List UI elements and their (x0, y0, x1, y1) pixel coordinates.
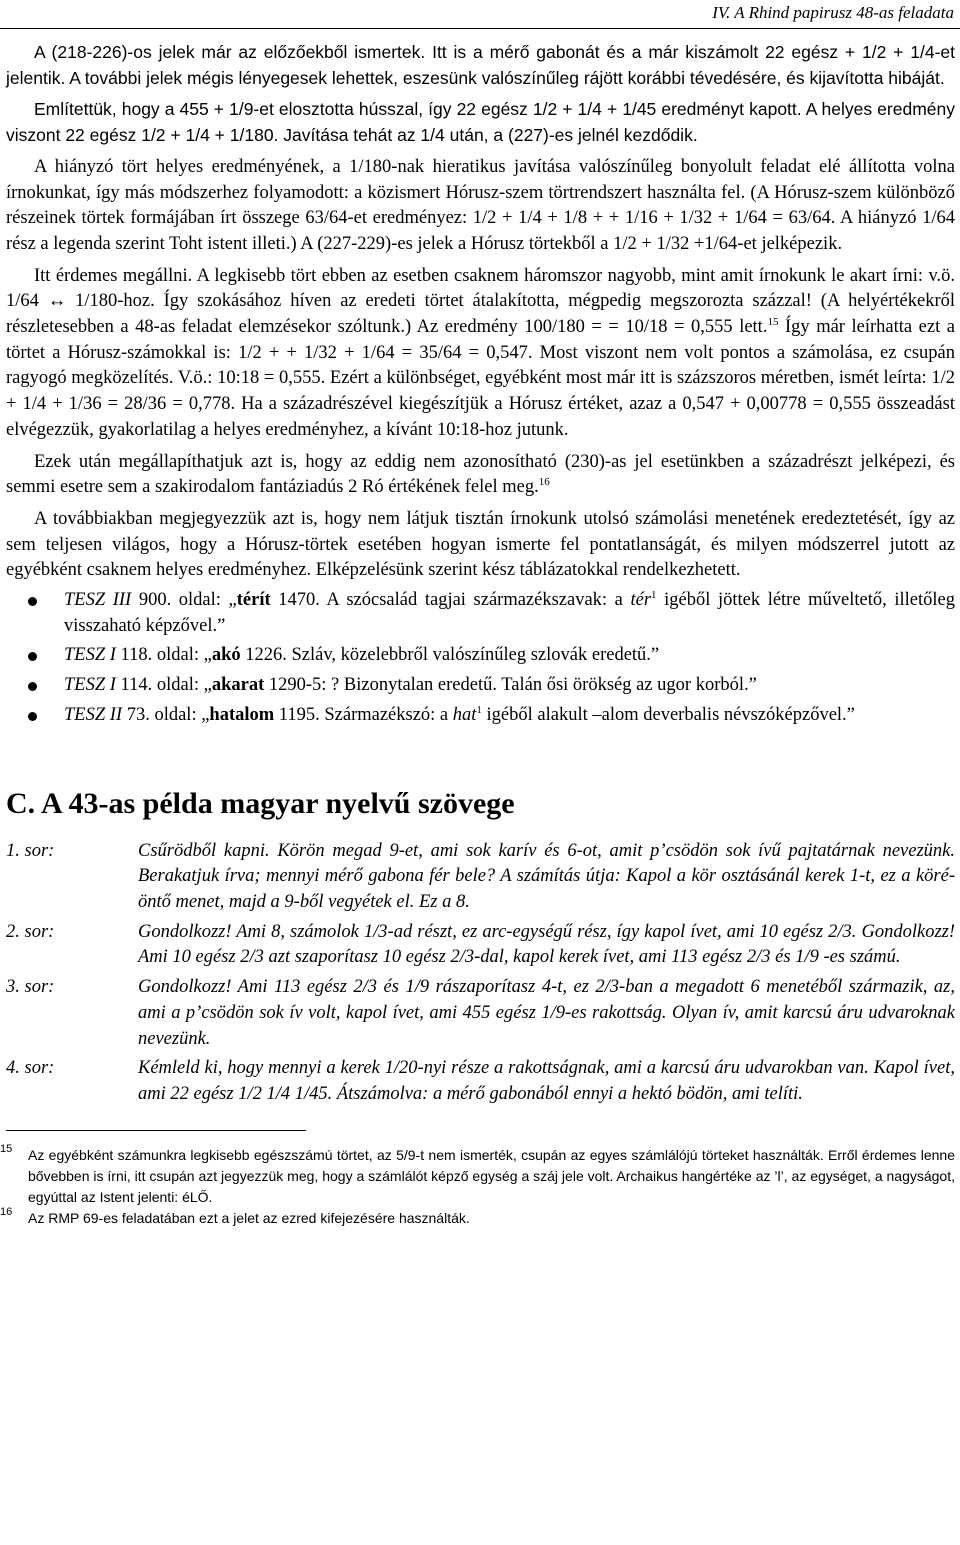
page-body (0, 40, 955, 1229)
row-text: Kémleld ki, hogy mennyi a kerek 1/20-nyi része a rakottságnak, ami a karcsú áru udvarokban van. Kapol ívet, ami 22 egész 1/2 1/4 1/45. Átszámolva: a mérő gabonából ennyi a hektó bödön, ami telíti. (138, 1058, 955, 1104)
row-label: 4. sor: (6, 1058, 55, 1079)
paragraph-5-text: Ezek után megállapíthatjuk azt is, hogy az eddig nem azonosítható (230)-as jel esetünkben a századrészt jelképezi, és semmi esetre sem a szakirodalom fantáziadús 2 Ró értékének felel meg. (6, 451, 955, 498)
row-text: Gondolkozz! Ami 8, számolok 1/3-ad részt, ez arc-egységű rész, így kapol ívet, ami 10 egész 2/3. Gondolkozz! Ami 10 egész 2/3 azt szaporítasz 10 egész 2/3-dal, kapol kerek ívet, ami 113 egész 2/3 és 1/9 -es számú. (138, 921, 955, 968)
paragraph-4-part-a: Itt érdemes megállni. A legkisebb tört ebben az esetben csaknem háromszor nagyobb, mint amit írnokunk le akart írni: v.ö. 1/64 ↔ 1/180-hoz. Így szokásához híven az eredeti törtet átalakította, mégpedig megszorozta százzal! (A helyértékekről részletesebben a 48-as feladat elemzésekor szóltunk.) Az eredmény 100/180 = = 10/18 = 0,555 lett. (6, 265, 955, 338)
row-label: 2. sor: (6, 921, 55, 942)
list-item-text: 900. oldal: „ (131, 590, 237, 611)
footnote-number: 16 (0, 1205, 13, 1218)
bullet-icon (28, 712, 37, 721)
paragraph-4 (6, 264, 955, 444)
paragraph-4-part-b: Így már leírhatta ezt a törtet a Hórusz-számokkal is: 1/2 + + 1/32 + 1/64 = 35/64 = 0,547. Most viszont nem volt pontos a számolása, ez csupán ragyogó megközelítés. V.ö.: 10:18 = 0,555. Ezért a különbséget, egyébként most már itt is százszoros méretben, ismét leírta: 1/2 + 1/4 + 1/36 = 28/36 = 0,778. Ha a századrészével kiegészítjük a Hórusz értéket, azaz a 0,547 + 0,00778 = 0,555 összeadást elvégezzük, gyakorlatilag a helyes eredményhez, a kívánt 10:18-hoz jutunk. (6, 317, 955, 440)
list-item-text: 114. oldal: „ (115, 675, 212, 696)
bullet-icon (28, 597, 37, 606)
row-label: 1. sor: (6, 840, 55, 861)
list-item-text: 118. oldal: „ (115, 645, 212, 666)
etymology-list (6, 588, 955, 729)
list-item-text: 1226. Szláv, közelebbről valószínűleg szlovák eredetű.” (240, 645, 660, 666)
root-word: tér (630, 590, 652, 611)
footnote-text: Az RMP 69-es feladatában ezt a jelet az ezred kifejezésére használták. (28, 1209, 470, 1226)
paragraph-3: A hiányzó tört helyes eredményének, a 1/180-nak hieratikus javítása valószínűleg bonyolult feladat elé állította volna írnokunkat, így más módszerhez folyamodott: a közismert Hórusz-szem törtrendszert használta fel. (A Hórusz-szem különböző részeinek törtek formájában írt összege 63/64-et eredményez: 1/2 + 1/4 + 1/8 + + 1/16 + 1/32 + 1/64 = 63/64. A hiányzó 1/64 rész a legenda szerint Toht istent illeti.) A (227-229)-es jelek a Hórusz törtekből a 1/2 + 1/32 +1/64-et jelképezik. (6, 156, 955, 254)
paragraph-6: A továbbiakban megjegyezzük azt is, hogy nem látjuk tisztán írnokunk utolsó számolási menetének eredeztetését, így az sem teljesen világos, hogy a Hórusz-törtek esetében hogyan ismerte fel pontatlanságát, és milyen módszerrel jutott az egyébként csaknem helyes eredményhez. Elképzelésünk szerint kész táblázatokkal rendelkezhetett. (6, 508, 955, 581)
list-item (6, 643, 955, 669)
footnote-16 (0, 1205, 955, 1229)
list-item-text: 1470. A szócsalád tagjai származékszavak: a (270, 590, 631, 611)
headword: térít (236, 590, 271, 611)
translation-rows (6, 839, 955, 1108)
list-item (6, 703, 955, 729)
footnote-number: 15 (0, 1142, 13, 1155)
translation-row (6, 920, 955, 971)
source-ref: TESZ I (64, 645, 116, 666)
list-item-text: 1290-5: ? Bizonytalan eredetű. Talán ősi örökség az ugor korból.” (264, 675, 757, 696)
paragraph-1: A (218-226)-os jelek már az előzőekből ismertek. Itt is a mérő gabonát és a már kiszámolt 22 egész + 1/2 + 1/4-et jelentik. A további jelek mégis lényegesek lehettek, eszesünk valószínűleg rájött korábbi tévedésére, és kijavította hibáját. (6, 42, 955, 88)
page-header (0, 0, 960, 26)
source-ref: TESZ III (64, 590, 132, 611)
list-item-text: 1195. Származékszó: a (274, 704, 453, 725)
row-text: Gondolkozz! Ami 113 egész 2/3 és 1/9 rászaporítasz 4-t, ez 2/3-ban a megadott 6 menetéből származik, az, ami a p’csödön sok ív volt, kapol ívet, ami 455 egész 1/9-es rakottság. Olyan ív, amit karcsú áru udvaroknak nevezünk. (138, 977, 955, 1049)
footnote-15 (0, 1142, 955, 1208)
bullet-icon (28, 682, 37, 691)
list-item (6, 673, 955, 699)
section-heading: C. A 43-as példa magyar nyelvű szövege (6, 786, 515, 820)
translation-row (6, 1056, 955, 1107)
footnote-ref-15[interactable]: 15 (767, 316, 779, 329)
list-item (6, 588, 955, 639)
headword: akó (211, 645, 241, 666)
list-item-text: 73. oldal: „ (122, 704, 210, 725)
translation-row (6, 839, 955, 916)
row-label: 3. sor: (6, 977, 55, 998)
paragraph-5 (6, 450, 955, 501)
paragraph-2: Említettük, hogy a 455 + 1/9-et elosztotta hússzal, így 22 egész 1/2 + 1/4 + 1/45 eredményt kapott. A helyes eredmény viszont 22 egész 1/2 + 1/4 + 1/180. Javítása tehát az 1/4 után, a (227)-es jelnél kezdődik. (6, 99, 955, 146)
footnote-rule (6, 1130, 306, 1131)
root-index: 1 (651, 589, 657, 602)
headword: hatalom (209, 704, 275, 725)
list-item-text: igéből jöttek létre műveltető, illetőleg visszaható képzővel.” (64, 590, 955, 636)
footnote-ref-16[interactable]: 16 (538, 476, 550, 489)
footnote-text: Az egyébként számunkra legkisebb egészszámú törtet, az 5/9-t nem ismerték, csupán az egyes számlálójú törteket használták. Erről érdemes lenne bővebben is írni, itt csupán azt jegyezzük meg, hogy a számlálót képző egység a száj jele volt. Archaikus hangértéke az ’l’, az egységet, a nagyságot, egyúttal az Istent jelenti: éLŐ. (28, 1146, 955, 1205)
row-text: Csűrödből kapni. Körön megad 9-et, ami sok karív és 6-ot, amit p’csödön sok ívű pajtatárnak nevezünk. Berakatjuk írva; mennyi mérő gabona fér bele? A számítás útja: Kapol a kör osztásánál kerek 1-t, ez a köré-öntő menet, majd a 9-ből vegyétek el. Ez a 8. (138, 840, 955, 912)
root-word: hat (452, 704, 477, 725)
bullet-icon (28, 652, 37, 661)
source-ref: TESZ I (64, 675, 116, 696)
translation-row (6, 975, 955, 1052)
list-item-text: igéből alakult –alom deverbalis névszóképzővel.” (481, 704, 855, 725)
header-rule (0, 28, 960, 29)
root-index: 1 (476, 703, 482, 716)
running-header-title: IV. A Rhind papirusz 48-as feladata (712, 3, 954, 22)
source-ref: TESZ II (64, 704, 123, 725)
headword: akarat (211, 675, 265, 696)
